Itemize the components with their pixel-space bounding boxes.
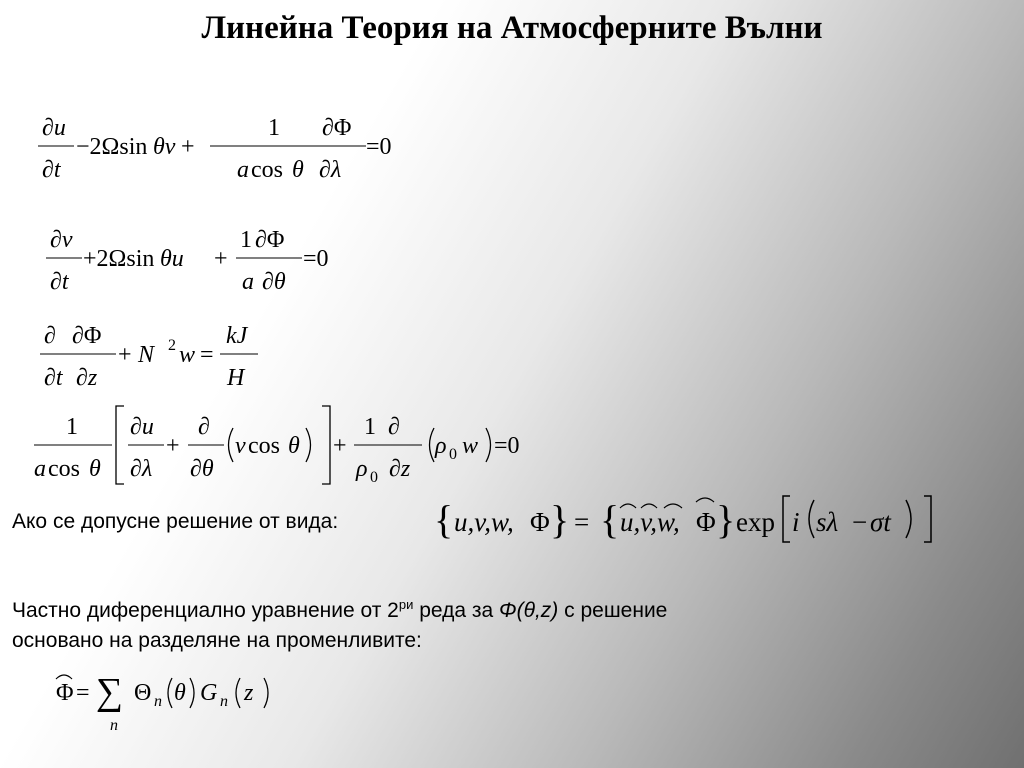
svg-text:sλ: sλ bbox=[816, 507, 839, 537]
svg-text:θ: θ bbox=[292, 157, 304, 183]
svg-text:ρ: ρ bbox=[435, 433, 447, 459]
svg-text:{: { bbox=[434, 497, 454, 542]
svg-text:θ: θ bbox=[89, 456, 101, 482]
svg-text:+: + bbox=[166, 433, 180, 459]
svg-text:+: + bbox=[181, 134, 195, 160]
svg-text:∂: ∂ bbox=[44, 323, 56, 349]
svg-text:θv: θv bbox=[153, 134, 176, 160]
svg-text:∂: ∂ bbox=[388, 414, 400, 440]
svg-text:0: 0 bbox=[449, 446, 457, 463]
svg-text:a: a bbox=[242, 269, 254, 295]
svg-text:u,v,w,: u,v,w, bbox=[620, 507, 680, 537]
svg-text:n: n bbox=[220, 693, 228, 710]
svg-text:Θ: Θ bbox=[134, 680, 152, 706]
svg-text:cos: cos bbox=[251, 157, 283, 183]
solution-intro-text: Ако се допусне решение от вида: bbox=[12, 510, 339, 533]
pde-description bbox=[12, 590, 667, 656]
svg-text:z: z bbox=[244, 680, 254, 706]
svg-text:Φ: Φ bbox=[530, 507, 550, 537]
svg-text:=: = bbox=[574, 507, 590, 537]
svg-text:}: } bbox=[716, 497, 736, 542]
svg-text:exp: exp bbox=[736, 507, 775, 537]
svg-text:N: N bbox=[138, 342, 155, 368]
svg-text:−2Ωsin: −2Ωsin bbox=[76, 134, 148, 160]
svg-text:∂Φ: ∂Φ bbox=[72, 323, 102, 349]
svg-text:θ: θ bbox=[288, 433, 300, 459]
svg-text:1: 1 bbox=[364, 414, 376, 440]
svg-text:∂z: ∂z bbox=[389, 456, 411, 482]
svg-text:∂u: ∂u bbox=[42, 115, 66, 141]
svg-text:i: i bbox=[792, 507, 800, 537]
pde-text-part1: Частно диференциално уравнение от 2 bbox=[12, 599, 399, 622]
svg-text:+: + bbox=[333, 433, 347, 459]
svg-text:cos: cos bbox=[48, 456, 80, 482]
pde-text-part3: с решение bbox=[558, 599, 668, 622]
svg-text:a: a bbox=[237, 157, 249, 183]
svg-text:∂Φ: ∂Φ bbox=[255, 227, 285, 253]
svg-text:−: − bbox=[852, 507, 868, 537]
svg-text:H: H bbox=[227, 365, 245, 391]
equation-v-momentum bbox=[30, 215, 380, 305]
svg-text:=0: =0 bbox=[366, 134, 392, 160]
svg-text:σt: σt bbox=[870, 507, 891, 537]
pde-variable: Φ(θ,z) bbox=[499, 599, 559, 622]
equation-continuity bbox=[30, 398, 550, 493]
svg-text:θu: θu bbox=[160, 246, 184, 272]
svg-text:n: n bbox=[154, 693, 162, 710]
svg-text:1: 1 bbox=[240, 227, 252, 253]
svg-text:1: 1 bbox=[66, 414, 78, 440]
svg-text:=0: =0 bbox=[303, 246, 329, 272]
svg-text:cos: cos bbox=[248, 433, 280, 459]
svg-text:+: + bbox=[118, 342, 132, 368]
svg-text:{: { bbox=[600, 497, 620, 542]
equation-thermodynamic bbox=[30, 315, 290, 395]
svg-text:∂λ: ∂λ bbox=[319, 157, 342, 183]
svg-text:∂v: ∂v bbox=[50, 227, 73, 253]
svg-text:∂t: ∂t bbox=[50, 269, 69, 295]
svg-text:kJ: kJ bbox=[226, 323, 248, 349]
svg-text:u,v,w,: u,v,w, bbox=[454, 507, 514, 537]
svg-text:∂t: ∂t bbox=[44, 365, 63, 391]
equation-u-momentum bbox=[30, 105, 430, 195]
svg-text:∂λ: ∂λ bbox=[130, 456, 153, 482]
slide-title: Линейна Теория на Атмосферните Вълни bbox=[201, 10, 823, 46]
svg-text:∂t: ∂t bbox=[42, 157, 61, 183]
svg-text:1: 1 bbox=[268, 115, 280, 141]
svg-text:a: a bbox=[34, 456, 46, 482]
svg-text:n: n bbox=[110, 717, 118, 734]
svg-text:v: v bbox=[235, 433, 246, 459]
svg-text:+: + bbox=[214, 246, 228, 272]
svg-text:∂θ: ∂θ bbox=[262, 269, 286, 295]
pde-text-superscript: ри bbox=[398, 597, 414, 612]
equation-wave-solution bbox=[428, 486, 968, 556]
svg-text:∂Φ: ∂Φ bbox=[322, 115, 352, 141]
svg-text:2: 2 bbox=[168, 337, 176, 354]
pde-text-line2: основано на разделяне на променливите: bbox=[12, 629, 422, 652]
equation-separation bbox=[50, 662, 310, 742]
svg-text:Φ: Φ bbox=[56, 680, 74, 706]
svg-text:ρ: ρ bbox=[356, 456, 368, 482]
svg-text:∂: ∂ bbox=[198, 414, 210, 440]
svg-text:=: = bbox=[200, 342, 214, 368]
pde-text-part2: реда за bbox=[413, 599, 499, 622]
svg-text:G: G bbox=[200, 680, 218, 706]
svg-text:0: 0 bbox=[370, 469, 378, 486]
svg-text:θ: θ bbox=[174, 680, 186, 706]
svg-text:}: } bbox=[550, 497, 570, 542]
svg-text:=0: =0 bbox=[494, 433, 520, 459]
svg-text:∂θ: ∂θ bbox=[190, 456, 214, 482]
svg-text:w: w bbox=[179, 342, 196, 368]
svg-text:Φ: Φ bbox=[696, 507, 716, 537]
svg-text:∂u: ∂u bbox=[130, 414, 154, 440]
svg-text:w: w bbox=[462, 433, 479, 459]
svg-text:∂z: ∂z bbox=[76, 365, 98, 391]
svg-text:∑: ∑ bbox=[96, 671, 124, 713]
svg-text:=: = bbox=[76, 680, 90, 706]
svg-text:+2Ωsin: +2Ωsin bbox=[83, 246, 155, 272]
